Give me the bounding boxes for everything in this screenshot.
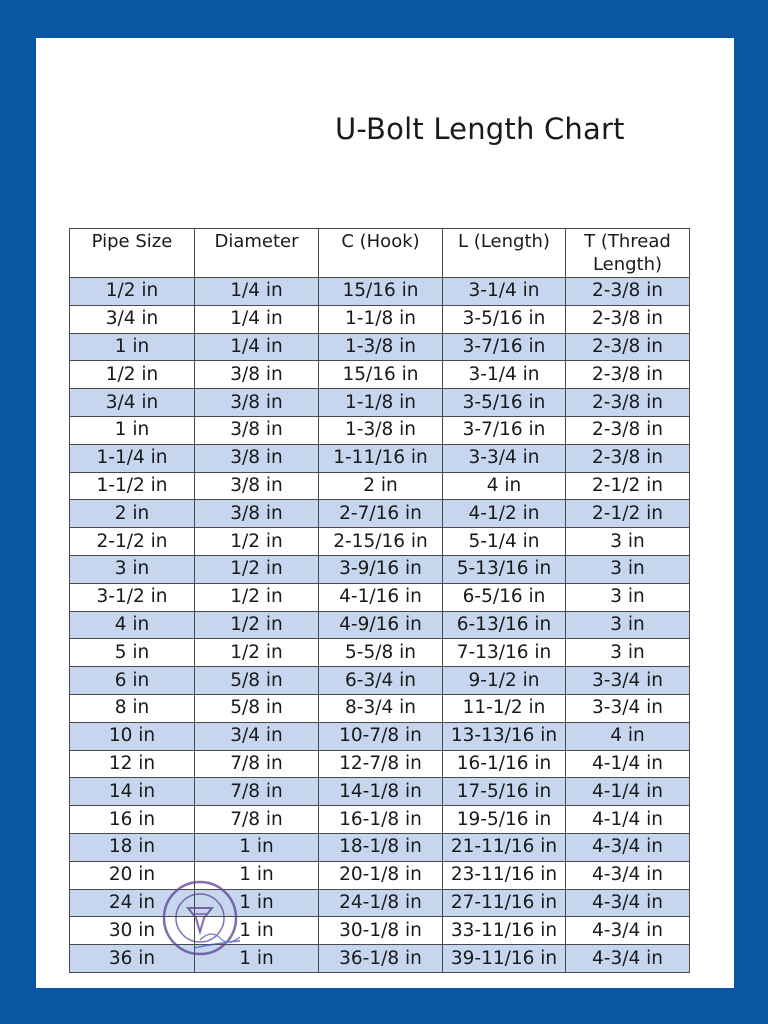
l-length-cell: 21-11/16 in xyxy=(443,833,566,861)
c-hook-cell: 1-3/8 in xyxy=(319,333,443,361)
header-l-length: L (Length) xyxy=(443,229,566,278)
l-length-cell: 3-1/4 in xyxy=(443,278,566,306)
t-thread-length-cell: 4-3/4 in xyxy=(566,945,690,973)
c-hook-cell: 4-9/16 in xyxy=(319,611,443,639)
t-thread-length-cell: 2-3/8 in xyxy=(566,416,690,444)
l-length-cell: 11-1/2 in xyxy=(443,694,566,722)
table-row xyxy=(70,361,690,389)
table-row xyxy=(70,611,690,639)
header-diameter: Diameter xyxy=(195,229,319,278)
l-length-cell: 3-1/4 in xyxy=(443,361,566,389)
l-length-cell: 5-13/16 in xyxy=(443,555,566,583)
pipe-size-cell: 1 in xyxy=(70,416,195,444)
diameter-cell: 7/8 in xyxy=(195,778,319,806)
diameter-cell: 3/8 in xyxy=(195,472,319,500)
diameter-cell: 5/8 in xyxy=(195,667,319,695)
pipe-size-cell: 3-1/2 in xyxy=(70,583,195,611)
c-hook-cell: 12-7/8 in xyxy=(319,750,443,778)
table-body xyxy=(70,278,690,973)
diameter-cell: 3/8 in xyxy=(195,361,319,389)
l-length-cell: 13-13/16 in xyxy=(443,722,566,750)
table-row xyxy=(70,833,690,861)
diameter-cell: 3/8 in xyxy=(195,444,319,472)
l-length-cell: 3-3/4 in xyxy=(443,444,566,472)
t-thread-length-cell: 4-3/4 in xyxy=(566,833,690,861)
c-hook-cell: 8-3/4 in xyxy=(319,694,443,722)
l-length-cell: 27-11/16 in xyxy=(443,889,566,917)
c-hook-cell: 30-1/8 in xyxy=(319,917,443,945)
t-thread-length-cell: 4-3/4 in xyxy=(566,861,690,889)
l-length-cell: 4 in xyxy=(443,472,566,500)
diameter-cell: 1/2 in xyxy=(195,639,319,667)
diameter-cell: 1/2 in xyxy=(195,528,319,556)
document-page xyxy=(36,38,734,988)
pipe-size-cell: 1-1/2 in xyxy=(70,472,195,500)
l-length-cell: 7-13/16 in xyxy=(443,639,566,667)
pipe-size-cell: 24 in xyxy=(70,889,195,917)
c-hook-cell: 1-1/8 in xyxy=(319,305,443,333)
table-row xyxy=(70,528,690,556)
c-hook-cell: 6-3/4 in xyxy=(319,667,443,695)
table-row xyxy=(70,639,690,667)
l-length-cell: 6-5/16 in xyxy=(443,583,566,611)
u-bolt-length-table xyxy=(69,228,690,973)
t-thread-length-cell: 3-3/4 in xyxy=(566,694,690,722)
pipe-size-cell: 20 in xyxy=(70,861,195,889)
page-title: U-Bolt Length Chart xyxy=(335,112,625,146)
diameter-cell: 1/4 in xyxy=(195,278,319,306)
t-thread-length-cell: 2-1/2 in xyxy=(566,472,690,500)
c-hook-cell: 16-1/8 in xyxy=(319,806,443,834)
table-row xyxy=(70,583,690,611)
table-row xyxy=(70,945,690,973)
table-row xyxy=(70,861,690,889)
pipe-size-cell: 3/4 in xyxy=(70,305,195,333)
l-length-cell: 33-11/16 in xyxy=(443,917,566,945)
table-row xyxy=(70,555,690,583)
pipe-size-cell: 6 in xyxy=(70,667,195,695)
table-row xyxy=(70,750,690,778)
diameter-cell: 1/2 in xyxy=(195,583,319,611)
table-row xyxy=(70,917,690,945)
c-hook-cell: 2-7/16 in xyxy=(319,500,443,528)
diameter-cell: 1/4 in xyxy=(195,333,319,361)
pipe-size-cell: 1/2 in xyxy=(70,278,195,306)
table-row xyxy=(70,722,690,750)
t-thread-length-cell: 2-3/8 in xyxy=(566,444,690,472)
c-hook-cell: 2 in xyxy=(319,472,443,500)
c-hook-cell: 3-9/16 in xyxy=(319,555,443,583)
pipe-size-cell: 8 in xyxy=(70,694,195,722)
diameter-cell: 1/4 in xyxy=(195,305,319,333)
l-length-cell: 4-1/2 in xyxy=(443,500,566,528)
t-thread-length-cell: 4-1/4 in xyxy=(566,778,690,806)
table-row xyxy=(70,333,690,361)
l-length-cell: 23-11/16 in xyxy=(443,861,566,889)
diameter-cell: 7/8 in xyxy=(195,806,319,834)
l-length-cell: 9-1/2 in xyxy=(443,667,566,695)
header-t-thread-length: T (Thread Length) xyxy=(566,229,690,278)
t-thread-length-cell: 4-3/4 in xyxy=(566,917,690,945)
pipe-size-cell: 1 in xyxy=(70,333,195,361)
l-length-cell: 5-1/4 in xyxy=(443,528,566,556)
pipe-size-cell: 12 in xyxy=(70,750,195,778)
pipe-size-cell: 30 in xyxy=(70,917,195,945)
t-thread-length-cell: 3 in xyxy=(566,555,690,583)
c-hook-cell: 15/16 in xyxy=(319,278,443,306)
l-length-cell: 17-5/16 in xyxy=(443,778,566,806)
pipe-size-cell: 3/4 in xyxy=(70,389,195,417)
pipe-size-cell: 4 in xyxy=(70,611,195,639)
diameter-cell: 1/2 in xyxy=(195,555,319,583)
c-hook-cell: 10-7/8 in xyxy=(319,722,443,750)
diameter-cell: 1/2 in xyxy=(195,611,319,639)
pipe-size-cell: 1-1/4 in xyxy=(70,444,195,472)
table-row xyxy=(70,889,690,917)
c-hook-cell: 1-3/8 in xyxy=(319,416,443,444)
table-row xyxy=(70,806,690,834)
diameter-cell: 1 in xyxy=(195,917,319,945)
pipe-size-cell: 10 in xyxy=(70,722,195,750)
pipe-size-cell: 18 in xyxy=(70,833,195,861)
t-thread-length-cell: 3 in xyxy=(566,611,690,639)
c-hook-cell: 5-5/8 in xyxy=(319,639,443,667)
t-thread-length-cell: 3 in xyxy=(566,639,690,667)
t-thread-length-cell: 2-3/8 in xyxy=(566,333,690,361)
c-hook-cell: 15/16 in xyxy=(319,361,443,389)
table-header-row xyxy=(70,229,690,278)
c-hook-cell: 14-1/8 in xyxy=(319,778,443,806)
table-row xyxy=(70,416,690,444)
table-row xyxy=(70,472,690,500)
pipe-size-cell: 1/2 in xyxy=(70,361,195,389)
c-hook-cell: 36-1/8 in xyxy=(319,945,443,973)
c-hook-cell: 1-1/8 in xyxy=(319,389,443,417)
diameter-cell: 5/8 in xyxy=(195,694,319,722)
t-thread-length-cell: 4-3/4 in xyxy=(566,889,690,917)
diameter-cell: 3/8 in xyxy=(195,389,319,417)
pipe-size-cell: 5 in xyxy=(70,639,195,667)
t-thread-length-cell: 4 in xyxy=(566,722,690,750)
header-pipe-size: Pipe Size xyxy=(70,229,195,278)
l-length-cell: 3-7/16 in xyxy=(443,333,566,361)
t-thread-length-cell: 2-3/8 in xyxy=(566,361,690,389)
l-length-cell: 19-5/16 in xyxy=(443,806,566,834)
t-thread-length-cell: 3 in xyxy=(566,528,690,556)
diameter-cell: 1 in xyxy=(195,945,319,973)
diameter-cell: 3/8 in xyxy=(195,416,319,444)
t-thread-length-cell: 4-1/4 in xyxy=(566,806,690,834)
c-hook-cell: 1-11/16 in xyxy=(319,444,443,472)
table-row xyxy=(70,500,690,528)
c-hook-cell: 18-1/8 in xyxy=(319,833,443,861)
table-row xyxy=(70,778,690,806)
diameter-cell: 3/8 in xyxy=(195,500,319,528)
pipe-size-cell: 2 in xyxy=(70,500,195,528)
t-thread-length-cell: 2-3/8 in xyxy=(566,389,690,417)
t-thread-length-cell: 2-3/8 in xyxy=(566,278,690,306)
pipe-size-cell: 14 in xyxy=(70,778,195,806)
table-row xyxy=(70,389,690,417)
diameter-cell: 1 in xyxy=(195,833,319,861)
l-length-cell: 39-11/16 in xyxy=(443,945,566,973)
diameter-cell: 1 in xyxy=(195,861,319,889)
diameter-cell: 7/8 in xyxy=(195,750,319,778)
l-length-cell: 6-13/16 in xyxy=(443,611,566,639)
l-length-cell: 16-1/16 in xyxy=(443,750,566,778)
pipe-size-cell: 16 in xyxy=(70,806,195,834)
table-row xyxy=(70,444,690,472)
table-row xyxy=(70,305,690,333)
l-length-cell: 3-5/16 in xyxy=(443,305,566,333)
t-thread-length-cell: 2-3/8 in xyxy=(566,305,690,333)
pipe-size-cell: 2-1/2 in xyxy=(70,528,195,556)
table-row xyxy=(70,694,690,722)
pipe-size-cell: 36 in xyxy=(70,945,195,973)
pipe-size-cell: 3 in xyxy=(70,555,195,583)
t-thread-length-cell: 4-1/4 in xyxy=(566,750,690,778)
t-thread-length-cell: 3 in xyxy=(566,583,690,611)
l-length-cell: 3-7/16 in xyxy=(443,416,566,444)
t-thread-length-cell: 2-1/2 in xyxy=(566,500,690,528)
header-c-hook: C (Hook) xyxy=(319,229,443,278)
l-length-cell: 3-5/16 in xyxy=(443,389,566,417)
table-row xyxy=(70,667,690,695)
table-row xyxy=(70,278,690,306)
diameter-cell: 1 in xyxy=(195,889,319,917)
diameter-cell: 3/4 in xyxy=(195,722,319,750)
c-hook-cell: 20-1/8 in xyxy=(319,861,443,889)
t-thread-length-cell: 3-3/4 in xyxy=(566,667,690,695)
c-hook-cell: 24-1/8 in xyxy=(319,889,443,917)
c-hook-cell: 4-1/16 in xyxy=(319,583,443,611)
c-hook-cell: 2-15/16 in xyxy=(319,528,443,556)
